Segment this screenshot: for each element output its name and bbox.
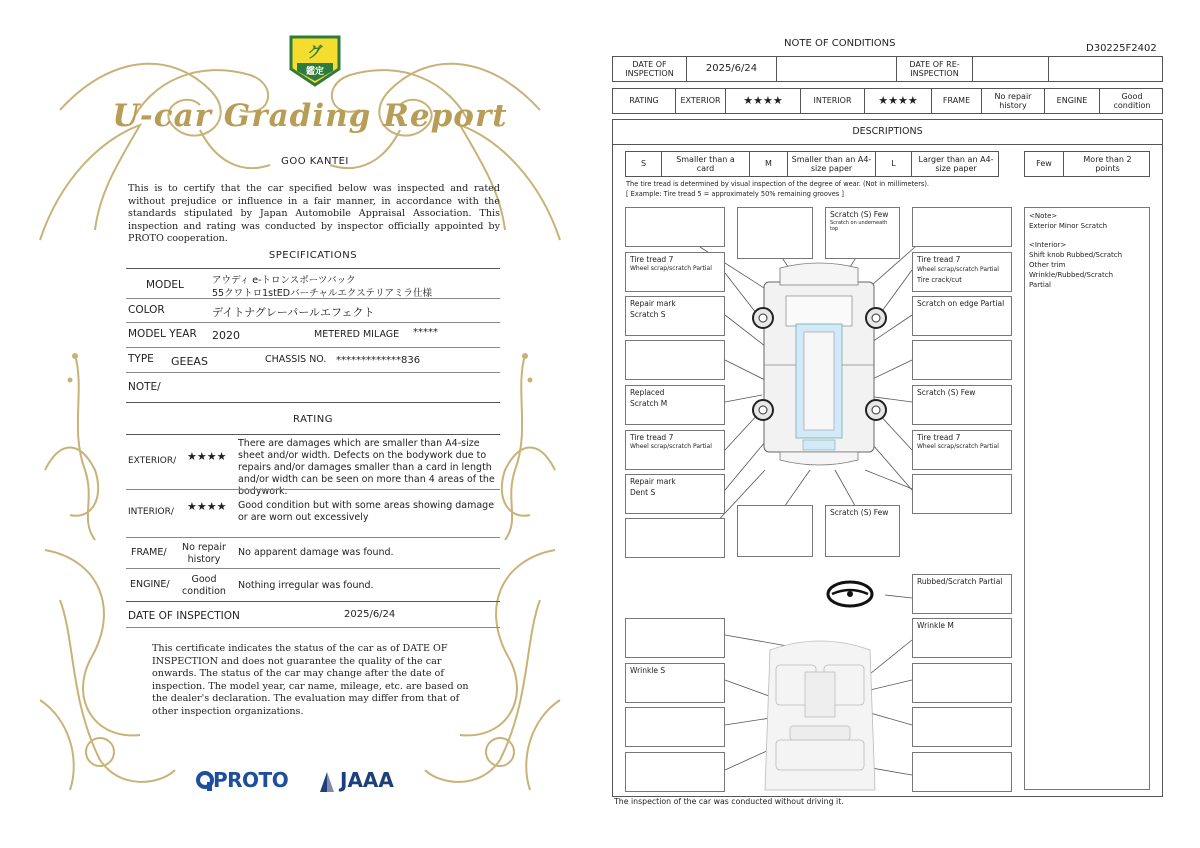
certificate-footer: This certificate indicates the status of the car as of DATE OF INSPECTION and does not guarantee the quality of the car onwards. The status of the car may change after the date of inspection. The model year, car name, mileage, etc. are based on the dealer's declaration. The evaluation may differ from that of other inspection organizations. xyxy=(152,643,469,717)
car-interior-view-icon xyxy=(765,641,875,790)
note-line: Other trim xyxy=(1029,261,1066,269)
label-box-bottom-center: Scratch (S) Few xyxy=(825,505,900,557)
goo-kantei-badge-icon xyxy=(287,33,343,89)
label-box-empty xyxy=(625,518,725,558)
label-box-empty xyxy=(625,752,725,792)
model-label: MODEL xyxy=(146,279,184,291)
rating-heading: RATING xyxy=(293,414,333,425)
jaaa-logo: JAAA xyxy=(340,768,394,792)
label-box-left-tire-rear: Tire tread 7 Wheel scrap/scratch Partial xyxy=(625,430,725,470)
date-of-inspection-value: 2025/6/24 xyxy=(344,609,396,620)
descriptions-heading: DESCRIPTIONS xyxy=(852,126,923,137)
note-line: <Note> xyxy=(1029,212,1058,220)
badge-text: 鑑定 xyxy=(305,67,324,77)
frame-description: No apparent damage was found. xyxy=(238,547,394,558)
frame-label: FRAME/ xyxy=(131,547,167,558)
note-line: Partial xyxy=(1029,281,1051,289)
label-box-empty xyxy=(912,474,1012,514)
note-line: Exterior Minor Scratch xyxy=(1029,222,1108,230)
label-box-scratch-edge: Scratch on edge Partial xyxy=(912,296,1012,336)
certificate-title: U-car Grading Report xyxy=(112,98,508,134)
interior-description: Good condition but with some areas showing damage or are worn out excessively xyxy=(238,500,495,523)
certificate-subtitle: GOO KANTEI xyxy=(281,156,349,167)
color-label: COLOR xyxy=(128,304,165,316)
interior-stars: ★★★★ xyxy=(865,89,932,113)
label-box-repair-mark: Repair mark Scratch S xyxy=(625,296,725,336)
legend-few-desc: More than 2 points xyxy=(1083,154,1132,173)
label-box-right-tire-rear: Tire tread 7 Wheel scrap/scratch Partial xyxy=(912,430,1012,470)
legend-l: L xyxy=(876,152,912,176)
note-of-conditions-sheet xyxy=(600,0,1200,848)
frame-value-line1: No repair xyxy=(182,542,226,553)
certificate-intro: This is to certify that the car specified below was inspected and rated without prejudice or influence in a fair manner, in accordance with the standards stipulated by Japan Automobile Appraisal Association. This inspection and rating was conducted by inspector officially appointed by PROTO cooperation. xyxy=(128,183,500,245)
metered-mileage-value: ***** xyxy=(413,327,438,338)
label-box-empty xyxy=(912,663,1012,703)
type-value: GEEAS xyxy=(171,355,208,368)
exterior-label: EXTERIOR xyxy=(676,89,726,113)
label-box-scratch-s: Scratch (S) Few xyxy=(912,385,1012,425)
interior-label: INTERIOR/ xyxy=(128,507,174,517)
label-box-empty xyxy=(625,340,725,380)
model-year-label: MODEL YEAR xyxy=(128,328,197,340)
engine-value-line2: condition xyxy=(182,585,226,597)
exterior-description: There are damages which are smaller than A4-size sheet and/or width. Defects on the bodywork due to repairs and/or damages smaller than a card in length and/or width can be seen on more than 4 areas of the bodywork. xyxy=(238,438,495,497)
frame-value-line2: history xyxy=(187,553,221,565)
label-box-empty xyxy=(912,752,1012,792)
chassis-value: *************836 xyxy=(336,355,421,366)
exterior-stars: ★★★★ xyxy=(187,450,227,463)
proto-logo: PROTO xyxy=(213,768,289,792)
date-of-inspection-label: DATE OF INSPECTION xyxy=(613,57,687,81)
rating-label: RATING xyxy=(613,89,676,113)
frame-label: FRAME xyxy=(932,89,982,113)
frame-value: No repair history xyxy=(982,89,1045,113)
label-box-empty xyxy=(912,340,1012,380)
note-line: Wrinkle/Rubbed/Scratch xyxy=(1029,271,1113,279)
document-id: D30225F2402 xyxy=(1086,43,1157,54)
legend-m: M xyxy=(750,152,788,176)
engine-value xyxy=(172,574,236,597)
sheet-title: NOTE OF CONDITIONS xyxy=(784,38,896,49)
steering-wheel-icon xyxy=(828,582,872,606)
engine-label: ENGINE/ xyxy=(130,579,170,590)
note-label: NOTE/ xyxy=(128,381,161,393)
sheet-footer: The inspection of the car was conducted without driving it. xyxy=(614,797,844,806)
label-box-empty xyxy=(737,207,813,259)
engine-value: Good condition xyxy=(1113,91,1151,110)
frame-value xyxy=(172,542,236,565)
jaaa-logo-icon xyxy=(318,770,336,794)
label-box-steering: Rubbed/Scratch Partial xyxy=(912,574,1012,614)
label-box-empty xyxy=(912,207,1012,247)
label-box-wrinkle-s: Wrinkle S xyxy=(625,663,725,703)
note-line: <Interior> xyxy=(1029,241,1067,249)
label-box-empty xyxy=(625,207,725,247)
legend-m-desc: Smaller than an A4-size paper xyxy=(788,152,876,176)
exterior-label: EXTERIOR/ xyxy=(128,456,177,466)
label-box-repair-mark-dent: Repair mark Dent S xyxy=(625,474,725,514)
model-line1: アウディ e-トロンスポーツバック xyxy=(212,275,356,286)
label-box-top-center: Scratch (S) Few Scratch on underneath top xyxy=(825,207,900,259)
tire-note-1: The tire tread is determined by visual inspection of the degree of wear. (Not in millimeters). xyxy=(626,180,930,188)
label-box-left-tire-front: Tire tread 7 Wheel scrap/scratch Partial xyxy=(625,252,725,292)
model-line2: 55クワトロ1stEDバーチャルエクステリアミラ仕様 xyxy=(212,288,433,299)
date-of-inspection-label: DATE OF INSPECTION xyxy=(128,610,240,622)
metered-mileage-label: METERED MILAGE xyxy=(314,329,400,340)
engine-description: Nothing irregular was found. xyxy=(238,580,374,591)
legend-few: Few xyxy=(1025,152,1064,176)
note-line: Shift knob Rubbed/Scratch xyxy=(1029,251,1123,259)
legend-l-desc: Larger than an A4-size paper xyxy=(918,154,994,173)
type-label: TYPE xyxy=(128,353,154,365)
date-of-reinspection-label: DATE OF RE-INSPECTION xyxy=(897,57,973,81)
chassis-label: CHASSIS NO. xyxy=(265,354,327,365)
proto-logo-icon xyxy=(196,770,214,792)
engine-label: ENGINE xyxy=(1045,89,1100,113)
engine-value-line1: Good xyxy=(191,574,217,585)
specifications-heading: SPECIFICATIONS xyxy=(268,250,358,261)
interior-stars: ★★★★ xyxy=(187,500,227,513)
label-box-wrinkle-m: Wrinkle M xyxy=(912,618,1012,658)
color-value: デイトナグレーパールエフェクト xyxy=(212,306,375,319)
legend-s: S xyxy=(626,152,662,176)
label-box-replaced: Replaced Scratch M xyxy=(625,385,725,425)
label-box-empty xyxy=(912,707,1012,747)
label-box-empty xyxy=(625,618,725,658)
label-box-right-tire-front: Tire tread 7 Wheel scrap/scratch Partial Tire crack/cut xyxy=(912,252,1012,292)
model-year-value: 2020 xyxy=(212,329,240,342)
tire-note-2: [ Example: Tire tread 5 = approximately 50% remaining grooves ] xyxy=(626,190,844,198)
exterior-stars: ★★★★ xyxy=(726,89,801,113)
label-box-empty xyxy=(737,505,813,557)
date-of-inspection-value: 2025/6/24 xyxy=(687,57,777,81)
label-box-empty xyxy=(625,707,725,747)
car-top-view-icon xyxy=(764,263,874,465)
legend-s-desc: Smaller than a card xyxy=(662,152,750,176)
svg-text:グ: グ xyxy=(307,43,323,61)
interior-label: INTERIOR xyxy=(801,89,865,113)
